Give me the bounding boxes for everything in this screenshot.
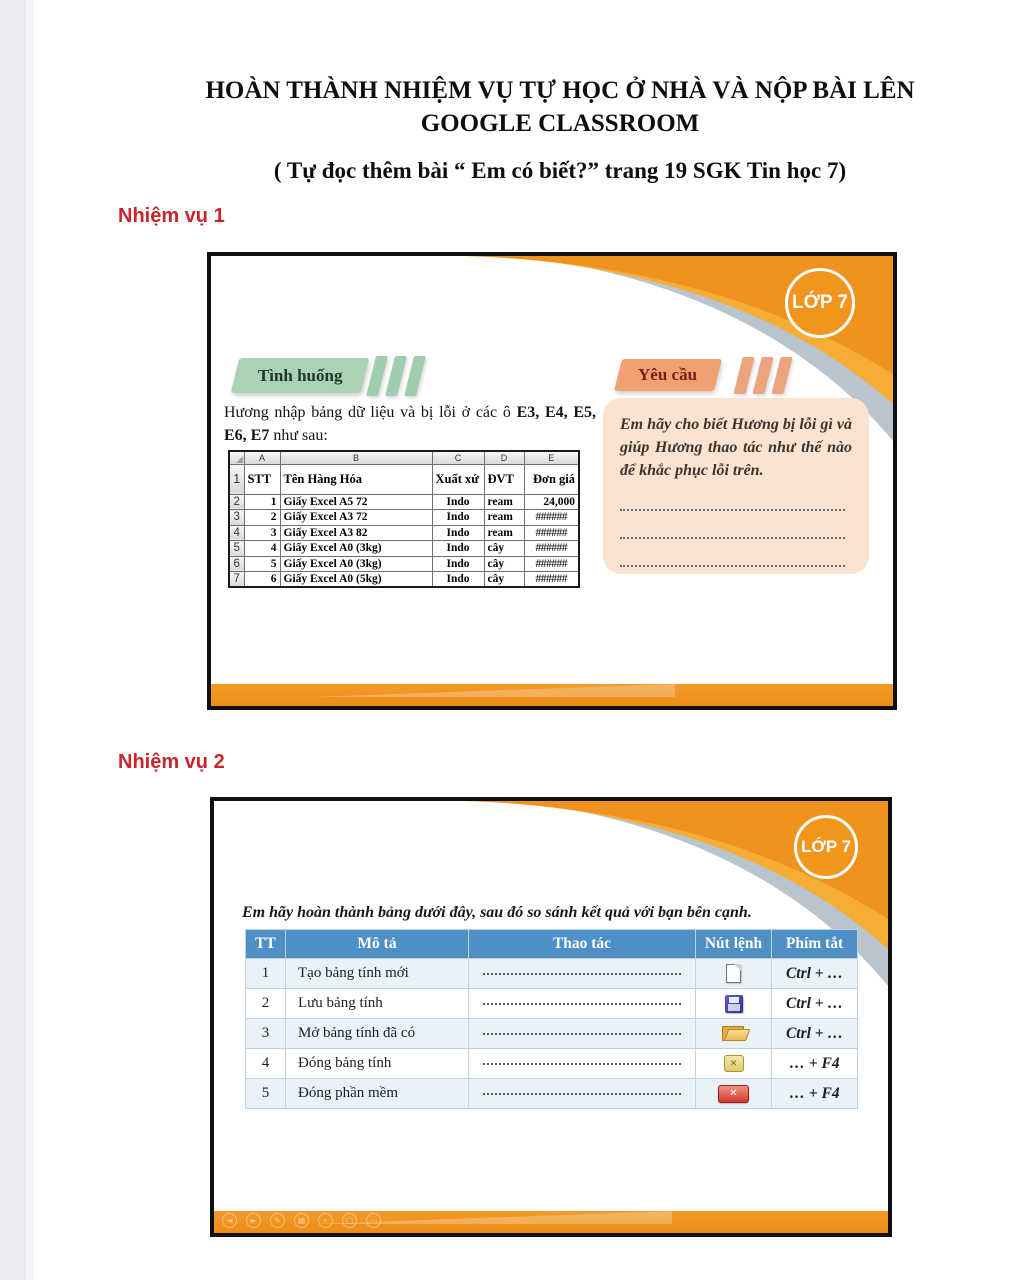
error-cell: ###### bbox=[524, 556, 579, 572]
page-subtitle: ( Tự đọc thêm bài “ Em có biết?” trang 19 SGK Tin học 7) bbox=[273, 158, 847, 183]
situation-label: Tình huống bbox=[257, 365, 343, 385]
dotted-answer-line bbox=[483, 973, 682, 975]
slide-footer-bar bbox=[214, 1211, 888, 1233]
presenter-controls bbox=[222, 1213, 381, 1228]
error-cells-ref: E3, E4, E5, E6, E7 bbox=[224, 404, 596, 444]
zoom-icon[interactable]: ⌕ bbox=[318, 1213, 333, 1228]
dotted-answer-line bbox=[620, 509, 845, 511]
dotted-answer-line bbox=[483, 1093, 682, 1095]
grade-badge: LỚP 7 bbox=[794, 815, 858, 879]
table-row: 4 Đóng bảng tính ✕ … + F4 bbox=[246, 1049, 858, 1079]
requirement-label: Yêu cầu bbox=[638, 365, 698, 384]
slide-grid-icon[interactable]: ▦ bbox=[294, 1213, 309, 1228]
table-row: 5 Đóng phần mềm ✕ … + F4 bbox=[246, 1079, 858, 1109]
page-title bbox=[110, 74, 1010, 140]
close-app-icon: ✕ bbox=[718, 1085, 749, 1103]
slide-2 bbox=[210, 797, 892, 1237]
viewer-left-margin bbox=[0, 0, 26, 1280]
excel-header-row: 1 STT Tên Hàng Hóa Xuất xứ ĐVT Đơn giá bbox=[229, 464, 579, 494]
page-title-line2: GOOGLE CLASSROOM bbox=[420, 110, 700, 137]
more-options-icon[interactable]: ⋯ bbox=[366, 1213, 381, 1228]
slide-1 bbox=[207, 252, 897, 710]
open-folder-icon bbox=[722, 1025, 745, 1042]
error-cell: ###### bbox=[524, 572, 579, 588]
next-slide-icon[interactable]: ► bbox=[246, 1213, 261, 1228]
dotted-answer-line bbox=[620, 537, 845, 539]
green-stripes-decoration bbox=[371, 356, 421, 396]
previous-slide-icon[interactable]: ◄ bbox=[222, 1213, 237, 1228]
operations-table-header: TT Mô tả Thao tác Nút lệnh Phím tắt bbox=[246, 930, 858, 959]
save-icon bbox=[725, 995, 743, 1013]
page-title-line1: HOÀN THÀNH NHIỆM VỤ TỰ HỌC Ở NHÀ VÀ NỘP BÀI LÊN bbox=[205, 77, 915, 104]
dotted-answer-line bbox=[483, 1033, 682, 1035]
pen-tool-icon[interactable]: ✎ bbox=[270, 1213, 285, 1228]
situation-banner bbox=[231, 358, 370, 393]
excel-column-letters-row: A B C D E bbox=[229, 451, 579, 464]
grade-badge: LỚP 7 bbox=[785, 268, 855, 338]
table-row: 1 Tạo bảng tính mới Ctrl + … bbox=[246, 959, 858, 989]
requirement-box bbox=[603, 398, 869, 574]
excel-select-all-corner bbox=[229, 451, 244, 464]
requirement-text: Em hãy cho biết Hương bị lỗi gì và giúp Hương thao tác như thế nào để khắc phục lỗi trên. bbox=[620, 416, 852, 480]
dotted-answer-line bbox=[620, 565, 845, 567]
situation-paragraph: Hương nhập bảng dữ liệu và bị lỗi ở các ô E3, E4, E5, E6, E7 như sau: bbox=[224, 404, 596, 444]
table-row: 3 Mở bảng tính đã có Ctrl + … bbox=[246, 1019, 858, 1049]
excel-screenshot-table bbox=[228, 450, 580, 588]
operations-table bbox=[245, 929, 858, 1109]
dotted-answer-line bbox=[483, 1003, 682, 1005]
slide-footer-bar bbox=[211, 684, 893, 706]
table-row: 2 Lưu bảng tính Ctrl + … bbox=[246, 989, 858, 1019]
error-cell: ###### bbox=[524, 525, 579, 541]
close-window-icon: ✕ bbox=[724, 1055, 744, 1072]
task1-heading: Nhiệm vụ 1 bbox=[118, 205, 225, 227]
task2-heading: Nhiệm vụ 2 bbox=[118, 751, 225, 773]
excel-data-row: 4 3 Giấy Excel A3 82 Indo ream ###### bbox=[229, 525, 579, 541]
dotted-answer-line bbox=[483, 1063, 682, 1065]
new-document-icon bbox=[726, 964, 741, 983]
error-cell: ###### bbox=[524, 541, 579, 557]
excel-data-row: 3 2 Giấy Excel A3 72 Indo ream ###### bbox=[229, 510, 579, 526]
orange-stripes-decoration bbox=[738, 357, 788, 394]
task2-instruction: Em hãy hoàn thành bảng dưới đây, sau đó so sánh kết quả với bạn bên cạnh. bbox=[242, 904, 752, 921]
excel-data-row: 7 6 Giấy Excel A0 (5kg) Indo cây ###### bbox=[229, 572, 579, 588]
excel-data-row: 2 1 Giấy Excel A5 72 Indo ream 24,000 bbox=[229, 494, 579, 510]
excel-data-row: 5 4 Giấy Excel A0 (3kg) Indo cây ###### bbox=[229, 541, 579, 557]
viewer-left-margin-line bbox=[26, 0, 34, 1280]
excel-data-row: 6 5 Giấy Excel A0 (3kg) Indo cây ###### bbox=[229, 556, 579, 572]
error-cell: ###### bbox=[524, 510, 579, 526]
requirement-banner bbox=[614, 359, 722, 391]
subtitle-toggle-icon[interactable]: ▢ bbox=[342, 1213, 357, 1228]
